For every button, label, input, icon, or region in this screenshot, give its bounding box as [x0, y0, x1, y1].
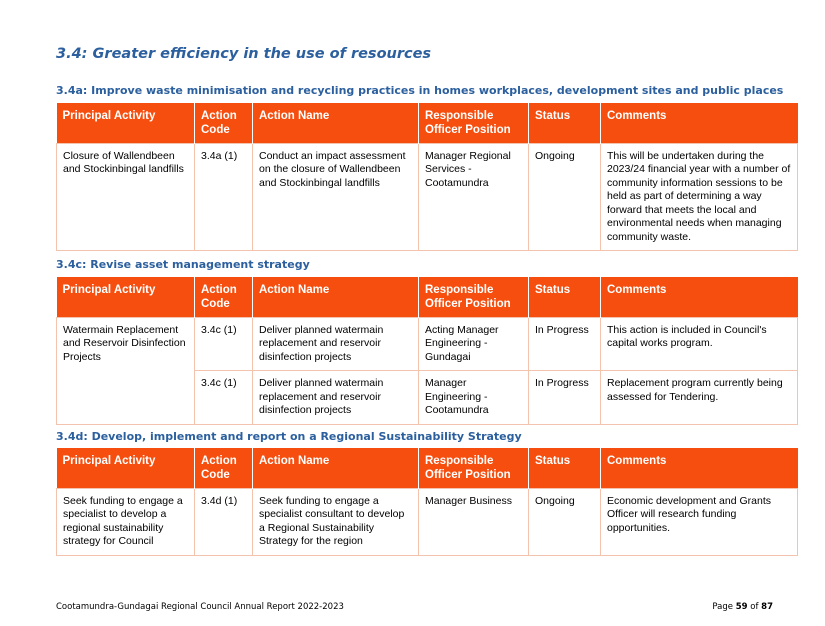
- subsection-title-3-4d: 3.4d: Develop, implement and report on a Regional Sustainability Strategy: [56, 430, 522, 443]
- table-3-4c: [56, 277, 798, 425]
- footer-current-page: 59: [735, 602, 748, 612]
- header-comments: Comments: [601, 277, 798, 317]
- cell-action-name: Deliver planned watermain replacement and reservoir disinfection projects: [253, 371, 419, 425]
- cell-code: 3.4d (1): [195, 488, 253, 555]
- subsection-title-3-4c: 3.4c: Revise asset management strategy: [56, 258, 310, 271]
- cell-activity: Closure of Wallendbeen and Stockinbingal landfills: [57, 143, 195, 251]
- footer-report-title: Cootamundra-Gundagai Regional Council Annual Report 2022-2023: [56, 602, 344, 612]
- cell-code: 3.4c (1): [195, 317, 253, 371]
- table-row: [57, 143, 798, 251]
- cell-code: 3.4c (1): [195, 371, 253, 425]
- cell-comments: Economic development and Grants Officer will research funding opportunities.: [601, 488, 798, 555]
- header-comments: Comments: [601, 448, 798, 488]
- cell-status: In Progress: [529, 371, 601, 425]
- cell-activity: Seek funding to engage a specialist to develop a regional sustainability strategy for Council: [57, 488, 195, 555]
- header-principal-activity: Principal Activity: [57, 103, 195, 143]
- footer-page-label: Page: [712, 602, 733, 612]
- cell-activity: Watermain Replacement and Reservoir Disinfection Projects: [57, 317, 195, 424]
- header-action-name: Action Name: [253, 448, 419, 488]
- cell-comments: This action is included in Council's capital works program.: [601, 317, 798, 371]
- header-action-name: Action Name: [253, 277, 419, 317]
- header-responsible-officer: Responsible Officer Position: [419, 277, 529, 317]
- cell-status: In Progress: [529, 317, 601, 371]
- header-action-code: Action Code: [195, 277, 253, 317]
- header-action-code: Action Code: [195, 103, 253, 143]
- cell-officer: Manager Engineering - Cootamundra: [419, 371, 529, 425]
- cell-status: Ongoing: [529, 143, 601, 251]
- table-header-row: [57, 448, 798, 488]
- cell-comments: Replacement program currently being assessed for Tendering.: [601, 371, 798, 425]
- header-status: Status: [529, 448, 601, 488]
- header-principal-activity: Principal Activity: [57, 277, 195, 317]
- header-comments: Comments: [601, 103, 798, 143]
- cell-officer: Manager Business: [419, 488, 529, 555]
- header-status: Status: [529, 103, 601, 143]
- table-header-row: [57, 103, 798, 143]
- footer-total-pages: 87: [761, 602, 773, 612]
- cell-comments: This will be undertaken during the 2023/24 financial year with a number of community information sessions to be held as part of determining a way forward that meets the local and environmental needs when managing community waste.: [601, 143, 798, 251]
- table-3-4d: [56, 448, 798, 556]
- cell-code: 3.4a (1): [195, 143, 253, 251]
- header-action-name: Action Name: [253, 103, 419, 143]
- table-row: [57, 488, 798, 555]
- table-row: [57, 317, 798, 371]
- cell-action-name: Deliver planned watermain replacement and reservoir disinfection projects: [253, 317, 419, 371]
- section-title: 3.4: Greater efficiency in the use of resources: [56, 46, 432, 62]
- table-3-4a: [56, 103, 798, 251]
- table-header-row: [57, 277, 798, 317]
- cell-action-name: Seek funding to engage a specialist consultant to develop a Regional Sustainability Strategy for the region: [253, 488, 419, 555]
- header-responsible-officer: Responsible Officer Position: [419, 448, 529, 488]
- cell-action-name: Conduct an impact assessment on the closure of Wallendbeen and Stockinbingal landfills: [253, 143, 419, 251]
- footer-of-label: of: [750, 602, 759, 612]
- footer-page-number: [712, 602, 773, 612]
- header-action-code: Action Code: [195, 448, 253, 488]
- header-principal-activity: Principal Activity: [57, 448, 195, 488]
- cell-status: Ongoing: [529, 488, 601, 555]
- cell-officer: Acting Manager Engineering - Gundagai: [419, 317, 529, 371]
- header-responsible-officer: Responsible Officer Position: [419, 103, 529, 143]
- header-status: Status: [529, 277, 601, 317]
- subsection-title-3-4a: 3.4a: Improve waste minimisation and recycling practices in homes workplaces, development sites and public places: [56, 84, 784, 97]
- cell-officer: Manager Regional Services - Cootamundra: [419, 143, 529, 251]
